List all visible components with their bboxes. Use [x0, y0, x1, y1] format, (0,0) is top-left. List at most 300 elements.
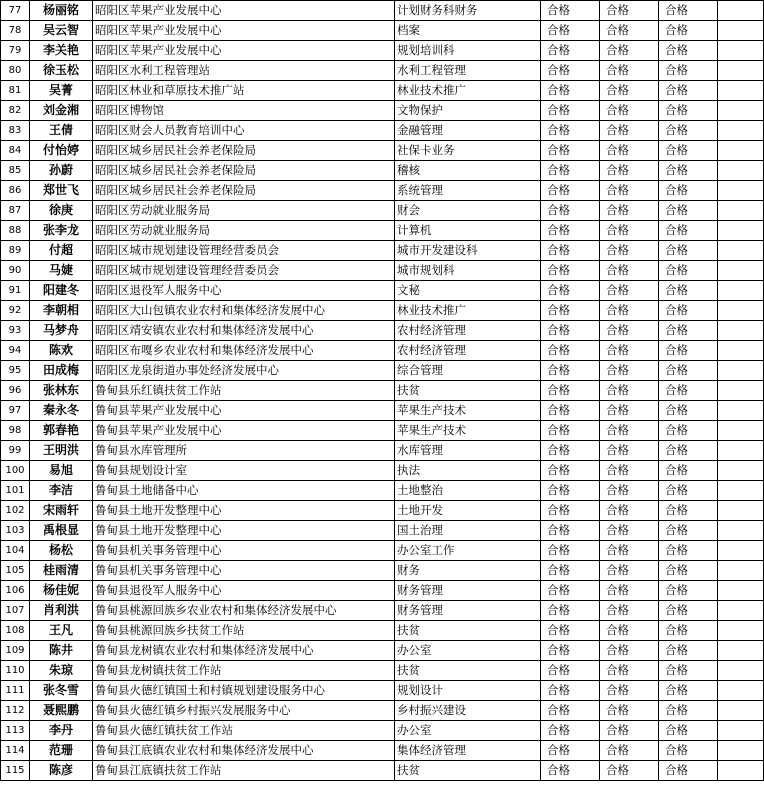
person-name: 陈井: [30, 641, 93, 661]
work-unit: 昭阳区龙泉街道办事处经济发展中心: [93, 361, 395, 381]
person-name: 田成梅: [30, 361, 93, 381]
job-post: 农村经济管理: [395, 321, 541, 341]
person-name: 杨松: [30, 541, 93, 561]
work-unit: 鲁甸县桃源回族乡农业农村和集体经济发展中心: [93, 601, 395, 621]
empty-cell: [718, 701, 764, 721]
person-name: 禹根显: [30, 521, 93, 541]
person-name: 吴菁: [30, 81, 93, 101]
table-row: [1, 361, 764, 381]
person-name: 杨佳妮: [30, 581, 93, 601]
work-unit: 昭阳区靖安镇农业农村和集体经济发展中心: [93, 321, 395, 341]
person-name: 马梦舟: [30, 321, 93, 341]
result-2: 合格: [600, 601, 659, 621]
job-post: 计算机: [395, 221, 541, 241]
result-3: 合格: [659, 641, 718, 661]
row-number: 86: [1, 181, 30, 201]
empty-cell: [718, 721, 764, 741]
result-2: 合格: [600, 401, 659, 421]
empty-cell: [718, 501, 764, 521]
empty-cell: [718, 681, 764, 701]
result-2: 合格: [600, 701, 659, 721]
empty-cell: [718, 221, 764, 241]
job-post: 规划设计: [395, 681, 541, 701]
row-number: 90: [1, 261, 30, 281]
result-2: 合格: [600, 121, 659, 141]
empty-cell: [718, 21, 764, 41]
job-post: 社保卡业务: [395, 141, 541, 161]
person-name: 郭春艳: [30, 421, 93, 441]
person-name: 杨丽铭: [30, 1, 93, 21]
work-unit: 鲁甸县机关事务管理中心: [93, 541, 395, 561]
result-3: 合格: [659, 701, 718, 721]
person-name: 阳建冬: [30, 281, 93, 301]
result-3: 合格: [659, 741, 718, 761]
table-row: [1, 561, 764, 581]
table-row: [1, 41, 764, 61]
result-2: 合格: [600, 721, 659, 741]
table-row: [1, 501, 764, 521]
person-name: 宋雨轩: [30, 501, 93, 521]
row-number: 79: [1, 41, 30, 61]
job-post: 水库管理: [395, 441, 541, 461]
table-row: [1, 21, 764, 41]
job-post: 财会: [395, 201, 541, 221]
empty-cell: [718, 1, 764, 21]
job-post: 执法: [395, 461, 541, 481]
job-post: 系统管理: [395, 181, 541, 201]
result-2: 合格: [600, 661, 659, 681]
work-unit: 鲁甸县土地储备中心: [93, 481, 395, 501]
result-3: 合格: [659, 61, 718, 81]
work-unit: 昭阳区大山包镇农业农村和集体经济发展中心: [93, 301, 395, 321]
result-2: 合格: [600, 421, 659, 441]
row-number: 109: [1, 641, 30, 661]
person-name: 付超: [30, 241, 93, 261]
result-1: 合格: [541, 481, 600, 501]
row-number: 105: [1, 561, 30, 581]
job-post: 国土治理: [395, 521, 541, 541]
result-1: 合格: [541, 601, 600, 621]
table-row: [1, 141, 764, 161]
job-post: 档案: [395, 21, 541, 41]
person-name: 秦永冬: [30, 401, 93, 421]
job-post: 办公室: [395, 721, 541, 741]
result-2: 合格: [600, 281, 659, 301]
work-unit: 昭阳区劳动就业服务局: [93, 201, 395, 221]
table-row: [1, 401, 764, 421]
result-1: 合格: [541, 401, 600, 421]
result-2: 合格: [600, 181, 659, 201]
row-number: 99: [1, 441, 30, 461]
result-3: 合格: [659, 421, 718, 441]
table-row: [1, 461, 764, 481]
person-name: 付怡婷: [30, 141, 93, 161]
empty-cell: [718, 121, 764, 141]
result-2: 合格: [600, 301, 659, 321]
person-name: 郑世飞: [30, 181, 93, 201]
person-name: 吴云智: [30, 21, 93, 41]
result-3: 合格: [659, 321, 718, 341]
work-unit: 昭阳区苹果产业发展中心: [93, 1, 395, 21]
result-3: 合格: [659, 481, 718, 501]
row-number: 84: [1, 141, 30, 161]
result-1: 合格: [541, 181, 600, 201]
row-number: 108: [1, 621, 30, 641]
table-row: [1, 1, 764, 21]
person-name: 张冬雪: [30, 681, 93, 701]
result-3: 合格: [659, 561, 718, 581]
result-3: 合格: [659, 581, 718, 601]
work-unit: 鲁甸县苹果产业发展中心: [93, 401, 395, 421]
result-2: 合格: [600, 361, 659, 381]
result-1: 合格: [541, 581, 600, 601]
result-3: 合格: [659, 761, 718, 781]
result-1: 合格: [541, 141, 600, 161]
result-1: 合格: [541, 501, 600, 521]
row-number: 87: [1, 201, 30, 221]
result-2: 合格: [600, 541, 659, 561]
empty-cell: [718, 521, 764, 541]
empty-cell: [718, 601, 764, 621]
work-unit: 鲁甸县龙树镇扶贫工作站: [93, 661, 395, 681]
work-unit: 昭阳区苹果产业发展中心: [93, 41, 395, 61]
result-1: 合格: [541, 161, 600, 181]
empty-cell: [718, 541, 764, 561]
empty-cell: [718, 101, 764, 121]
result-1: 合格: [541, 1, 600, 21]
row-number: 102: [1, 501, 30, 521]
empty-cell: [718, 321, 764, 341]
job-post: 扶贫: [395, 761, 541, 781]
result-3: 合格: [659, 361, 718, 381]
job-post: 稽核: [395, 161, 541, 181]
table-row: [1, 341, 764, 361]
result-3: 合格: [659, 501, 718, 521]
result-2: 合格: [600, 81, 659, 101]
job-post: 林业技术推广: [395, 301, 541, 321]
empty-cell: [718, 161, 764, 181]
person-name: 王倩: [30, 121, 93, 141]
table-row: [1, 101, 764, 121]
result-2: 合格: [600, 321, 659, 341]
empty-cell: [718, 461, 764, 481]
row-number: 83: [1, 121, 30, 141]
table-row: [1, 441, 764, 461]
result-2: 合格: [600, 221, 659, 241]
result-3: 合格: [659, 301, 718, 321]
empty-cell: [718, 301, 764, 321]
result-2: 合格: [600, 241, 659, 261]
empty-cell: [718, 661, 764, 681]
result-1: 合格: [541, 761, 600, 781]
work-unit: 鲁甸县土地开发整理中心: [93, 501, 395, 521]
work-unit: 鲁甸县龙树镇农业农村和集体经济发展中心: [93, 641, 395, 661]
table-row: [1, 221, 764, 241]
result-1: 合格: [541, 361, 600, 381]
result-3: 合格: [659, 721, 718, 741]
person-name: 范珊: [30, 741, 93, 761]
result-1: 合格: [541, 441, 600, 461]
person-name: 朱琼: [30, 661, 93, 681]
job-post: 办公室工作: [395, 541, 541, 561]
work-unit: 鲁甸县江底镇农业农村和集体经济发展中心: [93, 741, 395, 761]
empty-cell: [718, 341, 764, 361]
empty-cell: [718, 481, 764, 501]
result-3: 合格: [659, 661, 718, 681]
result-3: 合格: [659, 21, 718, 41]
person-name: 孙蔚: [30, 161, 93, 181]
work-unit: 昭阳区劳动就业服务局: [93, 221, 395, 241]
row-number: 106: [1, 581, 30, 601]
result-1: 合格: [541, 461, 600, 481]
job-post: 农村经济管理: [395, 341, 541, 361]
row-number: 92: [1, 301, 30, 321]
result-3: 合格: [659, 341, 718, 361]
table-row: [1, 241, 764, 261]
person-name: 易旭: [30, 461, 93, 481]
person-name: 陈彦: [30, 761, 93, 781]
result-2: 合格: [600, 381, 659, 401]
result-2: 合格: [600, 341, 659, 361]
table-row: [1, 201, 764, 221]
row-number: 82: [1, 101, 30, 121]
work-unit: 鲁甸县火德红镇扶贫工作站: [93, 721, 395, 741]
result-2: 合格: [600, 521, 659, 541]
empty-cell: [718, 41, 764, 61]
row-number: 115: [1, 761, 30, 781]
person-name: 聂熙鹏: [30, 701, 93, 721]
person-name: 李洁: [30, 481, 93, 501]
row-number: 77: [1, 1, 30, 21]
job-post: 苹果生产技术: [395, 421, 541, 441]
row-number: 95: [1, 361, 30, 381]
result-1: 合格: [541, 241, 600, 261]
row-number: 85: [1, 161, 30, 181]
person-name: 张李龙: [30, 221, 93, 241]
job-post: 综合管理: [395, 361, 541, 381]
result-2: 合格: [600, 21, 659, 41]
result-2: 合格: [600, 641, 659, 661]
table-row: [1, 661, 764, 681]
person-name: 刘金湘: [30, 101, 93, 121]
person-name: 马婕: [30, 261, 93, 281]
result-2: 合格: [600, 141, 659, 161]
result-2: 合格: [600, 761, 659, 781]
work-unit: 鲁甸县机关事务管理中心: [93, 561, 395, 581]
result-1: 合格: [541, 341, 600, 361]
result-2: 合格: [600, 561, 659, 581]
result-3: 合格: [659, 681, 718, 701]
table-row: [1, 181, 764, 201]
result-2: 合格: [600, 201, 659, 221]
table-row: [1, 261, 764, 281]
table-row: [1, 81, 764, 101]
job-post: 城市规划科: [395, 261, 541, 281]
table-row: [1, 641, 764, 661]
empty-cell: [718, 761, 764, 781]
result-1: 合格: [541, 381, 600, 401]
result-2: 合格: [600, 41, 659, 61]
empty-cell: [718, 561, 764, 581]
result-2: 合格: [600, 501, 659, 521]
result-1: 合格: [541, 681, 600, 701]
result-1: 合格: [541, 321, 600, 341]
work-unit: 鲁甸县退役军人服务中心: [93, 581, 395, 601]
table-row: [1, 161, 764, 181]
row-number: 89: [1, 241, 30, 261]
result-3: 合格: [659, 381, 718, 401]
result-1: 合格: [541, 281, 600, 301]
result-2: 合格: [600, 681, 659, 701]
row-number: 101: [1, 481, 30, 501]
row-number: 112: [1, 701, 30, 721]
work-unit: 昭阳区城乡居民社会养老保险局: [93, 141, 395, 161]
job-post: 水利工程管理: [395, 61, 541, 81]
result-2: 合格: [600, 441, 659, 461]
empty-cell: [718, 621, 764, 641]
job-post: 苹果生产技术: [395, 401, 541, 421]
empty-cell: [718, 421, 764, 441]
person-name: 李朝相: [30, 301, 93, 321]
empty-cell: [718, 641, 764, 661]
result-2: 合格: [600, 101, 659, 121]
work-unit: 昭阳区城乡居民社会养老保险局: [93, 161, 395, 181]
empty-cell: [718, 281, 764, 301]
work-unit: 鲁甸县桃源回族乡扶贫工作站: [93, 621, 395, 641]
work-unit: 昭阳区财会人员教育培训中心: [93, 121, 395, 141]
result-2: 合格: [600, 621, 659, 641]
result-3: 合格: [659, 601, 718, 621]
empty-cell: [718, 141, 764, 161]
result-1: 合格: [541, 561, 600, 581]
result-3: 合格: [659, 181, 718, 201]
table-row: [1, 741, 764, 761]
row-number: 107: [1, 601, 30, 621]
work-unit: 昭阳区城市规划建设管理经营委员会: [93, 261, 395, 281]
result-3: 合格: [659, 401, 718, 421]
job-post: 计划财务科财务: [395, 1, 541, 21]
empty-cell: [718, 581, 764, 601]
result-1: 合格: [541, 721, 600, 741]
job-post: 扶贫: [395, 661, 541, 681]
empty-cell: [718, 61, 764, 81]
person-name: 桂雨清: [30, 561, 93, 581]
table-body: [1, 1, 764, 781]
result-2: 合格: [600, 61, 659, 81]
result-1: 合格: [541, 621, 600, 641]
work-unit: 鲁甸县土地开发整理中心: [93, 521, 395, 541]
result-3: 合格: [659, 101, 718, 121]
table-row: [1, 601, 764, 621]
result-3: 合格: [659, 161, 718, 181]
row-number: 93: [1, 321, 30, 341]
empty-cell: [718, 261, 764, 281]
table-row: [1, 761, 764, 781]
work-unit: 昭阳区苹果产业发展中心: [93, 21, 395, 41]
person-name: 李丹: [30, 721, 93, 741]
result-1: 合格: [541, 21, 600, 41]
result-1: 合格: [541, 81, 600, 101]
job-post: 城市开发建设科: [395, 241, 541, 261]
person-name: 陈欢: [30, 341, 93, 361]
person-name: 徐玉松: [30, 61, 93, 81]
job-post: 文物保护: [395, 101, 541, 121]
work-unit: 鲁甸县水库管理所: [93, 441, 395, 461]
job-post: 文秘: [395, 281, 541, 301]
work-unit: 昭阳区水利工程管理站: [93, 61, 395, 81]
person-name: 张林东: [30, 381, 93, 401]
work-unit: 昭阳区林业和草原技术推广站: [93, 81, 395, 101]
result-1: 合格: [541, 201, 600, 221]
job-post: 扶贫: [395, 381, 541, 401]
person-name: 王凡: [30, 621, 93, 641]
row-number: 88: [1, 221, 30, 241]
job-post: 土地整治: [395, 481, 541, 501]
person-name: 肖利洪: [30, 601, 93, 621]
work-unit: 鲁甸县火德红镇国土和村镇规划建设服务中心: [93, 681, 395, 701]
empty-cell: [718, 441, 764, 461]
work-unit: 鲁甸县火德红镇乡村振兴发展服务中心: [93, 701, 395, 721]
row-number: 110: [1, 661, 30, 681]
result-1: 合格: [541, 221, 600, 241]
result-2: 合格: [600, 461, 659, 481]
result-3: 合格: [659, 541, 718, 561]
work-unit: 昭阳区城市规划建设管理经营委员会: [93, 241, 395, 261]
result-1: 合格: [541, 541, 600, 561]
result-2: 合格: [600, 481, 659, 501]
result-3: 合格: [659, 281, 718, 301]
table-row: [1, 621, 764, 641]
job-post: 土地开发: [395, 501, 541, 521]
table-row: [1, 301, 764, 321]
result-3: 合格: [659, 621, 718, 641]
table-row: [1, 421, 764, 441]
job-post: 金融管理: [395, 121, 541, 141]
result-1: 合格: [541, 301, 600, 321]
table-row: [1, 61, 764, 81]
work-unit: 鲁甸县乐红镇扶贫工作站: [93, 381, 395, 401]
result-1: 合格: [541, 121, 600, 141]
row-number: 91: [1, 281, 30, 301]
work-unit: 昭阳区城乡居民社会养老保险局: [93, 181, 395, 201]
result-1: 合格: [541, 741, 600, 761]
row-number: 100: [1, 461, 30, 481]
work-unit: 鲁甸县江底镇扶贫工作站: [93, 761, 395, 781]
person-name: 李关艳: [30, 41, 93, 61]
row-number: 81: [1, 81, 30, 101]
result-3: 合格: [659, 261, 718, 281]
empty-cell: [718, 401, 764, 421]
result-2: 合格: [600, 741, 659, 761]
result-3: 合格: [659, 1, 718, 21]
result-3: 合格: [659, 41, 718, 61]
job-post: 财务: [395, 561, 541, 581]
result-3: 合格: [659, 141, 718, 161]
person-name: 王明洪: [30, 441, 93, 461]
result-3: 合格: [659, 441, 718, 461]
result-1: 合格: [541, 421, 600, 441]
result-1: 合格: [541, 701, 600, 721]
result-2: 合格: [600, 1, 659, 21]
job-post: 林业技术推广: [395, 81, 541, 101]
row-number: 114: [1, 741, 30, 761]
work-unit: 昭阳区退役军人服务中心: [93, 281, 395, 301]
result-3: 合格: [659, 461, 718, 481]
empty-cell: [718, 381, 764, 401]
job-post: 乡村振兴建设: [395, 701, 541, 721]
empty-cell: [718, 741, 764, 761]
table-row: [1, 581, 764, 601]
